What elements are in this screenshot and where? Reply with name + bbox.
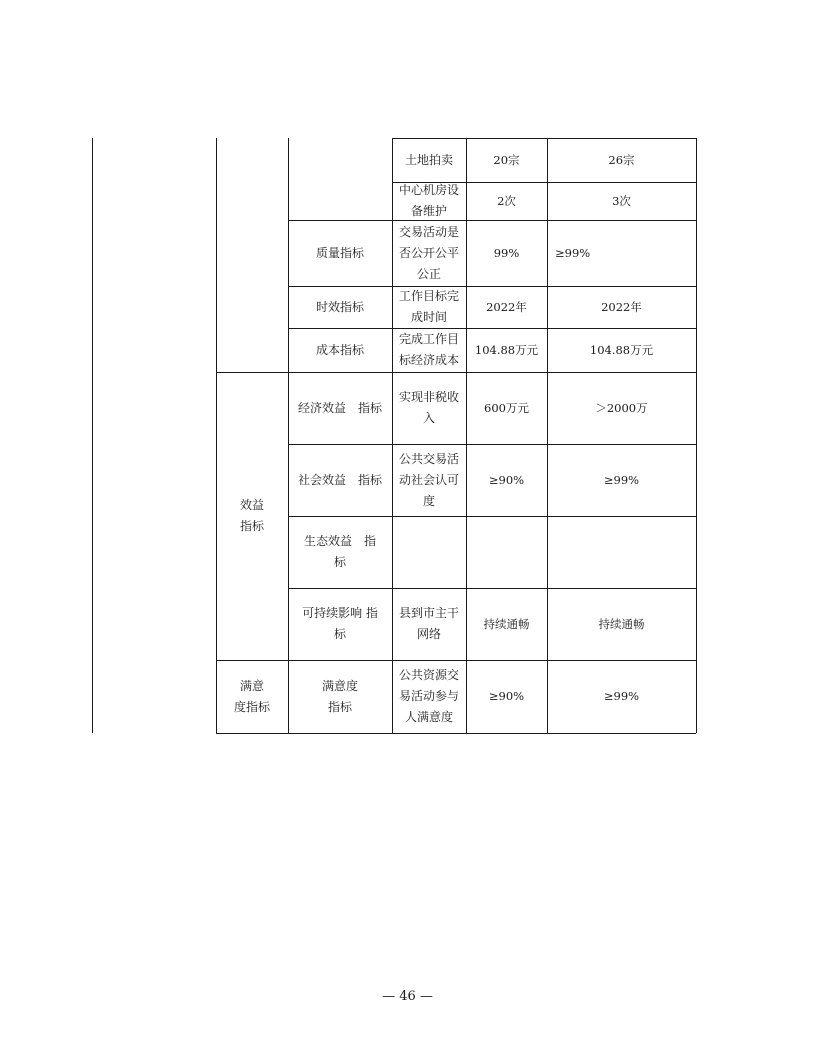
current-value-cell: ≥90% [488, 472, 525, 487]
page-number: — 46 — [382, 989, 433, 1004]
indicator-cell: 中心机房设 备维护 [398, 183, 459, 218]
indicator-cell: 土地拍卖 [404, 152, 453, 167]
secondary-indicator-cell: 质量指标 [315, 245, 364, 260]
current-value-cell: 2022年 [486, 299, 527, 314]
indicator-cell: 工作目标完 成时间 [398, 289, 459, 324]
table-bottom-border [216, 733, 696, 734]
target-value-cell: ＞2000万 [595, 400, 648, 415]
target-value-cell: 3次 [612, 193, 631, 208]
primary-indicator-benefit-cell: 效益 指标 [239, 498, 264, 533]
secondary-indicator-cell: 可持续影响 指 标 [302, 606, 378, 641]
current-value-cell: 99% [493, 245, 520, 260]
current-value-cell: 持续通畅 [483, 616, 530, 631]
target-value-cell: 2022年 [601, 299, 642, 314]
indicator-cell: 完成工作目 标经济成本 [398, 332, 459, 367]
secondary-indicator-cell: 时效指标 [315, 299, 364, 314]
target-value-cell: ≥99% [603, 472, 640, 487]
outer-left-border [92, 138, 93, 733]
secondary-indicator-cell: 经济效益 指标 [297, 400, 382, 415]
right-border [696, 138, 697, 733]
current-value-cell: ≥90% [488, 689, 525, 703]
indicator-cell: 公共交易活 动社会认可 度 [398, 451, 459, 508]
indicator-cell: 县到市主干 网络 [398, 606, 459, 641]
current-value-cell: 2次 [497, 193, 516, 208]
secondary-indicator-cell: 成本指标 [315, 342, 364, 357]
indicator-cell: 实现非税收 入 [398, 390, 459, 425]
target-value-cell: 26宗 [608, 152, 635, 167]
target-value-cell: 持续通畅 [598, 616, 645, 631]
current-value-cell: 104.88万元 [474, 342, 539, 357]
primary-indicator-cell: 满意 度指标 [233, 678, 270, 714]
target-value-cell: 104.88万元 [589, 342, 654, 357]
target-value-cell: ≥99% [555, 245, 591, 260]
secondary-indicator-cell: 社会效益 指标 [297, 472, 382, 487]
secondary-indicator-cell: 满意度 指标 [321, 678, 358, 714]
current-value-cell: 20宗 [493, 152, 520, 167]
current-value-cell: 600万元 [484, 400, 529, 415]
target-value-cell: ≥99% [603, 689, 640, 703]
indicator-cell: 交易活动是 否公开公平 公正 [398, 224, 459, 281]
indicator-cell: 公共资源交 易活动参与 人满意度 [398, 668, 459, 724]
secondary-indicator-cell: 生态效益 指 标 [303, 534, 376, 569]
